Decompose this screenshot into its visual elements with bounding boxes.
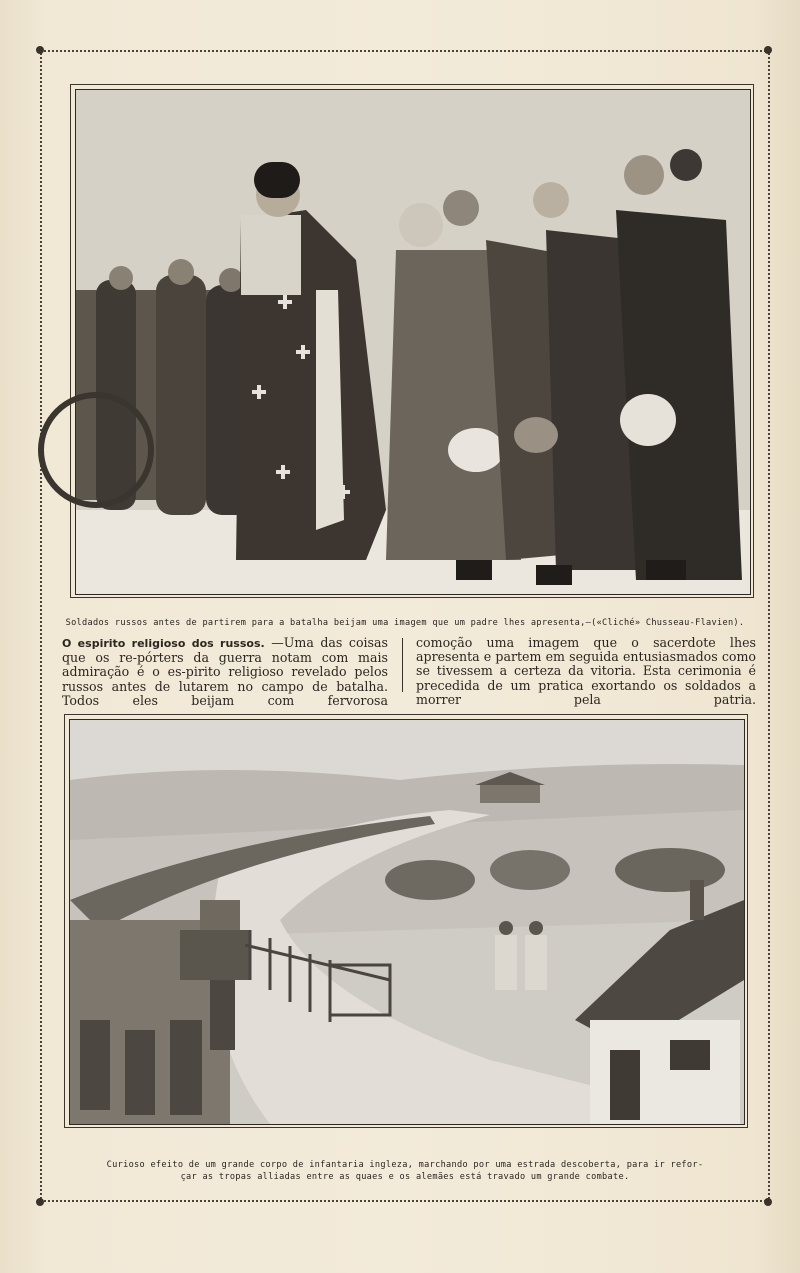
article-left-column [62, 635, 388, 708]
border-corner-ornament [764, 1198, 772, 1206]
bottom-illustration-frame [64, 714, 748, 1128]
border-corner-ornament [36, 46, 44, 54]
photo-scene [76, 90, 750, 594]
column-divider [402, 638, 403, 692]
article-right-column: comoção uma imagem que o sacerdote lhes apresenta e partem em seguida entusiasmados como se tivessem a certeza da vitoria. Esta cerimonia é precedida de um pratica exortando os soldados a morrer pela patria. [416, 635, 756, 707]
article [62, 635, 756, 708]
article-left-text: —Uma das coisas que os re-pórters da guerra notam com mais admiração é o es-pirito religioso revelado pelos russos antes de lutarem no campo de batalha. Todos eles beijam com fervorosa [62, 635, 388, 708]
photograph-soldiers-kissing-icon [75, 89, 751, 595]
bottom-illustration-caption-line1: Curioso efeito de um grande corpo de infantaria ingleza, marchando por uma estrada descoberta, para ir refor- [106, 1160, 704, 1170]
top-photo-frame [70, 84, 754, 598]
border-corner-ornament [764, 46, 772, 54]
bottom-illustration-caption-line2: çar as tropas alliadas entre as quaes e os alemães está travado um grande combate. [180, 1172, 630, 1182]
top-photo-caption: Soldados russos antes de partirem para a batalha beijam uma imagem que um padre lhes apresenta,—(«Cliché» Chusseau-Flavien). [65, 618, 745, 628]
article-title: O espirito religioso dos russos. [62, 637, 265, 650]
border-corner-ornament [36, 1198, 44, 1206]
illustration-scene [70, 720, 744, 1124]
illustration-marching-infantry-icon [69, 719, 745, 1125]
